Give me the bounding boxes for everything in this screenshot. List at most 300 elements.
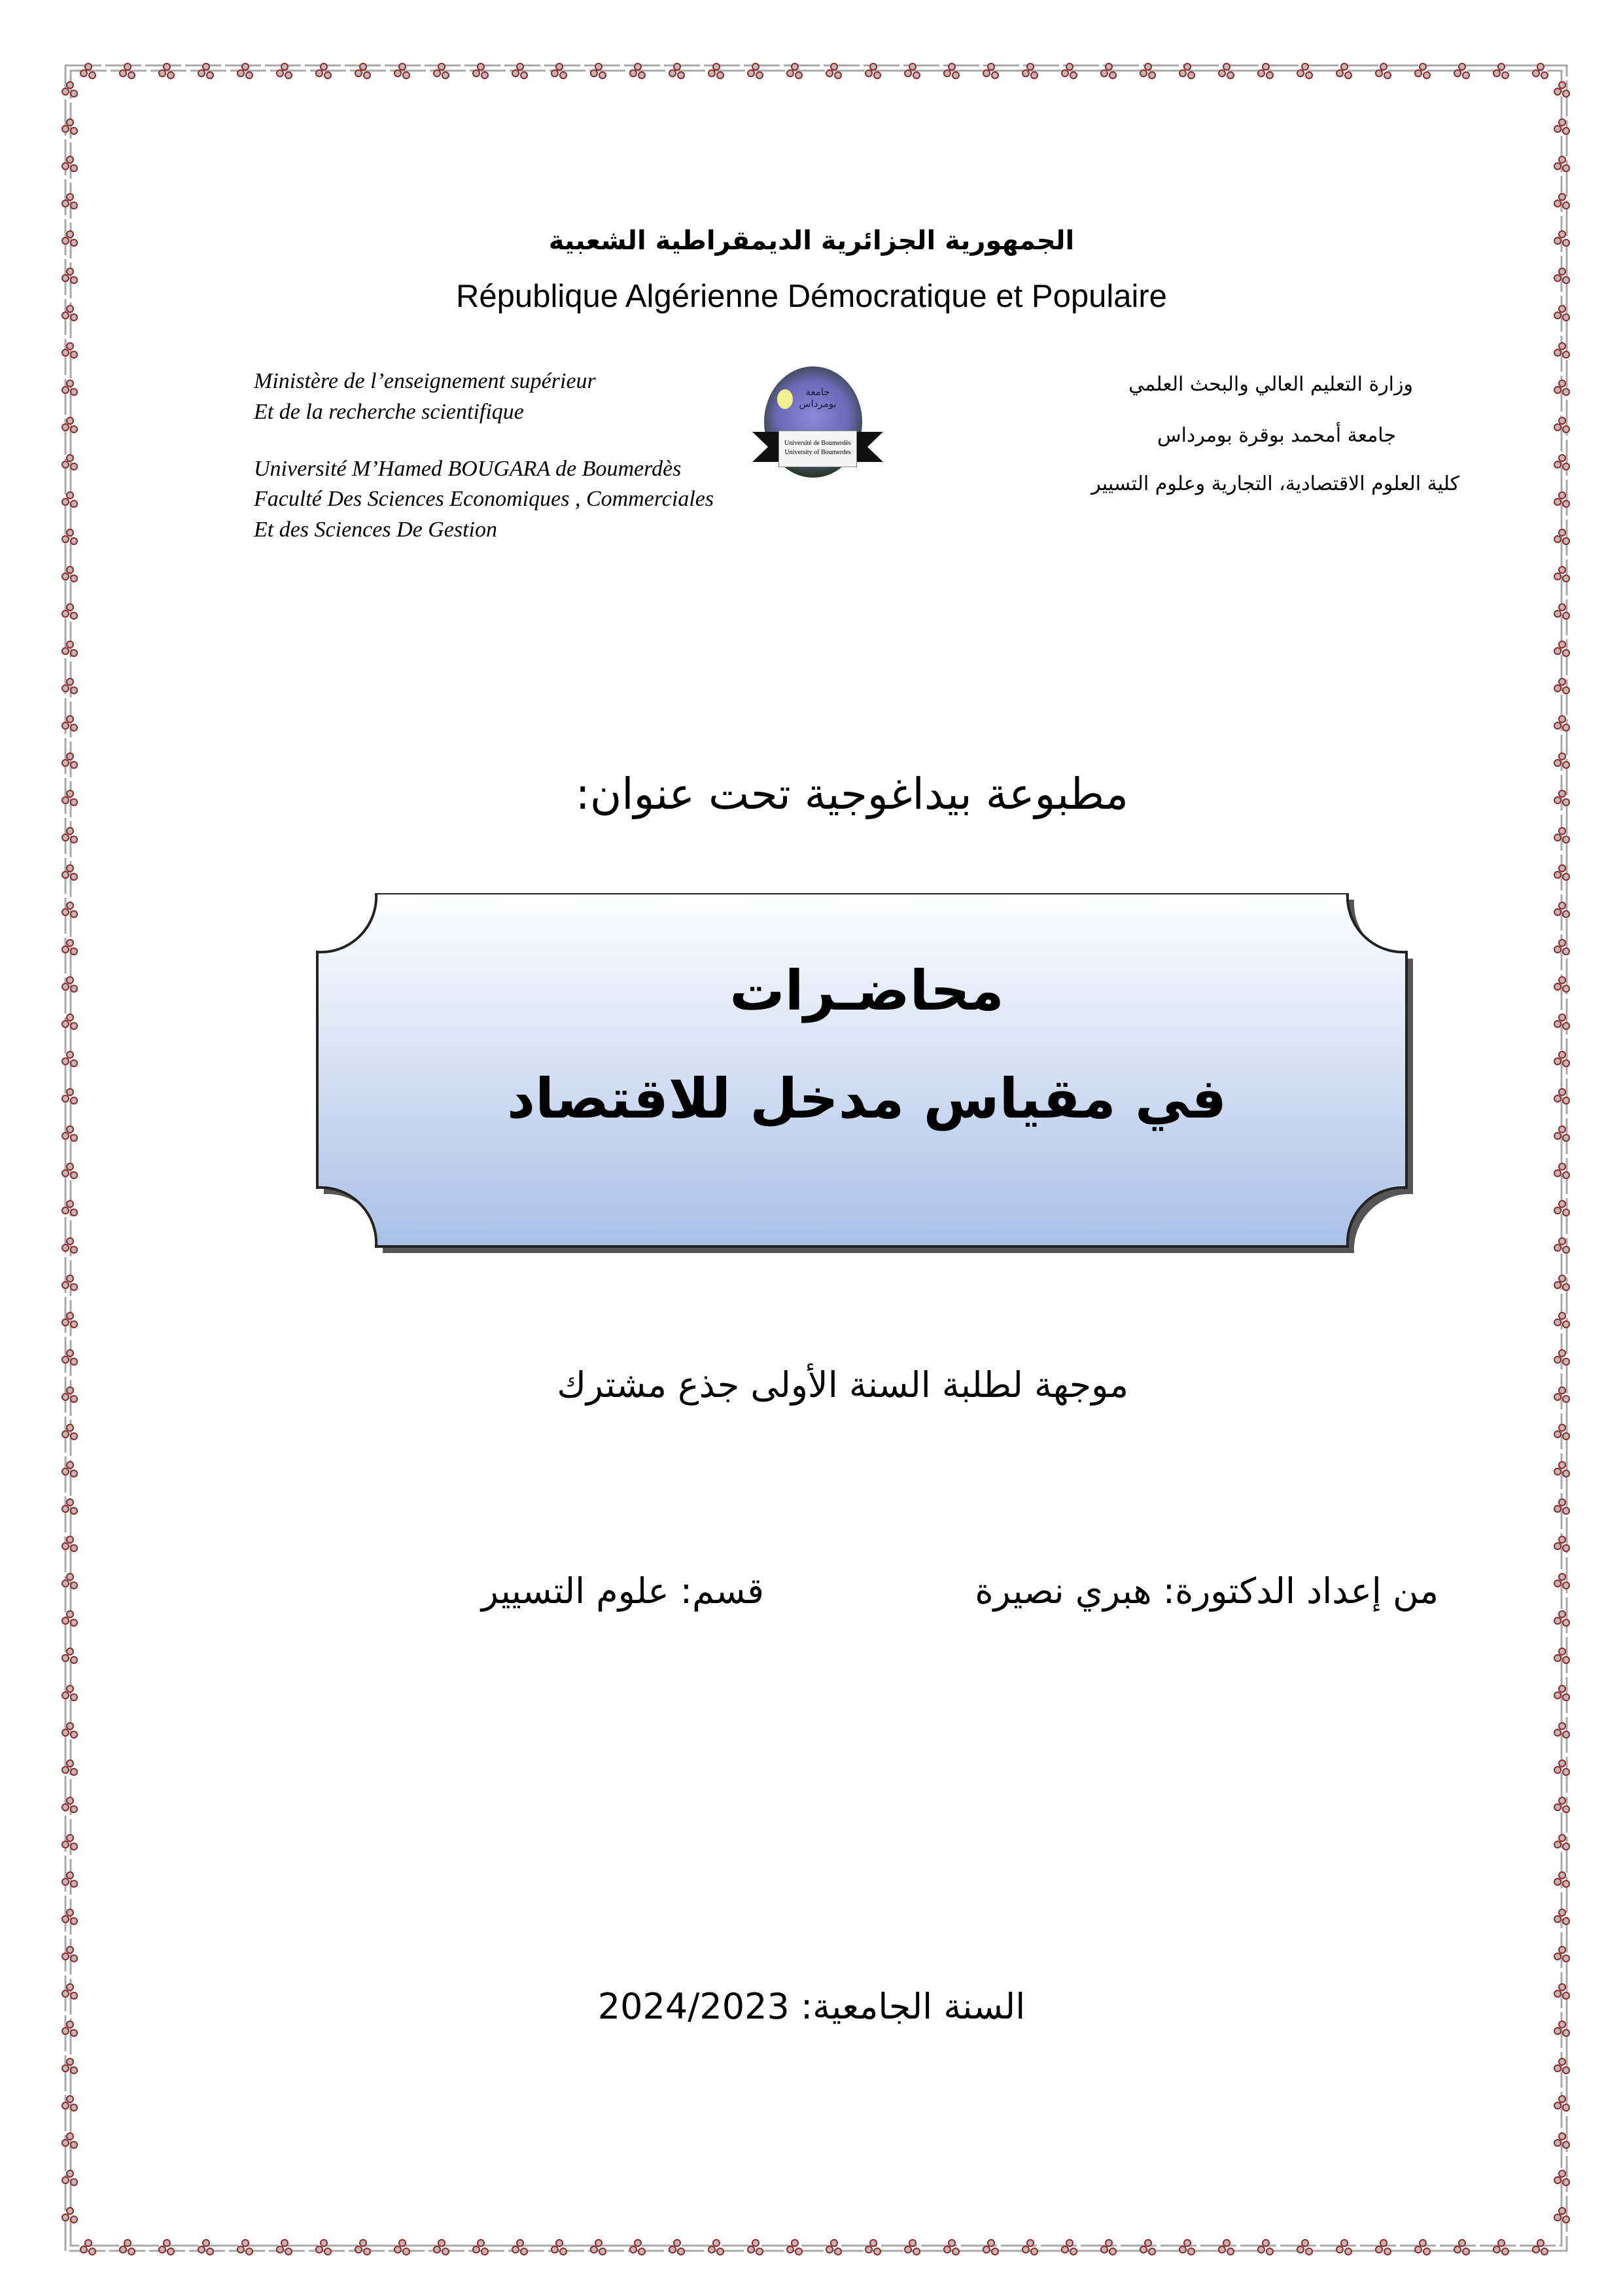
border-dot — [67, 753, 73, 760]
border-dot — [324, 72, 331, 79]
border-dot — [71, 1545, 77, 1551]
border-dot — [1184, 63, 1191, 70]
border-dot — [1266, 72, 1273, 79]
border-dot — [203, 2240, 209, 2246]
border-dot — [1563, 1135, 1569, 1141]
border-dot — [674, 2240, 680, 2246]
border-dot — [1563, 1097, 1569, 1104]
border-dot — [1336, 2246, 1343, 2253]
border-dot — [62, 88, 69, 95]
border-dot — [595, 2240, 602, 2246]
border-dot — [1563, 1731, 1569, 1738]
border-dot — [62, 2065, 69, 2072]
border-dot — [865, 70, 872, 77]
border-dot — [1341, 63, 1348, 70]
border-dot — [1463, 2248, 1469, 2255]
border-dot — [1559, 1536, 1565, 1543]
border-dot — [1559, 268, 1565, 275]
border-dot — [71, 2142, 77, 2148]
border-dot — [1559, 1201, 1565, 1207]
border-dot — [1498, 63, 1505, 70]
border-dot — [355, 70, 362, 77]
border-dot — [67, 1723, 73, 1729]
border-dot — [203, 63, 209, 70]
border-dot — [1559, 2170, 1565, 2177]
border-dot — [1563, 2030, 1569, 2036]
ministry-fr-line2: Et de la recherche scientifique — [254, 400, 524, 424]
border-dot — [1554, 946, 1561, 953]
border-dot — [67, 1238, 73, 1245]
border-dot — [1459, 2240, 1465, 2246]
border-dot — [1554, 1245, 1561, 1251]
border-dot — [1559, 1835, 1565, 1841]
border-dot — [1559, 156, 1565, 163]
border-dot — [1554, 834, 1561, 841]
border-dot — [67, 1163, 73, 1170]
border-dot — [1302, 63, 1308, 70]
border-dot — [1563, 2142, 1569, 2148]
border-dot — [71, 724, 77, 731]
border-dot — [62, 1543, 69, 1549]
border-dot — [1559, 1350, 1565, 1356]
border-dot — [67, 1760, 73, 1767]
border-dot — [630, 70, 637, 77]
border-dot — [1563, 165, 1569, 171]
border-dot — [1554, 1543, 1561, 1549]
border-dot — [1563, 575, 1569, 582]
border-dot — [62, 573, 69, 580]
border-dot — [874, 2248, 881, 2255]
border-dot — [1109, 2248, 1116, 2255]
border-dot — [481, 2248, 488, 2255]
border-dot — [1563, 1769, 1569, 1775]
border-dot — [120, 2246, 126, 2253]
border-dot — [324, 2248, 331, 2255]
border-dot — [164, 2240, 170, 2246]
border-dot — [1563, 2216, 1569, 2223]
border-dot — [556, 2240, 563, 2246]
border-dot — [85, 63, 92, 70]
border-dot — [1563, 1060, 1569, 1067]
border-dot — [242, 2240, 249, 2246]
border-dot — [71, 762, 77, 768]
border-dot — [835, 2248, 841, 2255]
border-dot — [1563, 1843, 1569, 1850]
border-dot — [1559, 1648, 1565, 1655]
border-dot — [62, 536, 69, 542]
border-dot — [1563, 985, 1569, 992]
border-dot — [62, 1729, 69, 1736]
border-dot — [913, 72, 920, 79]
border-dot — [1559, 1424, 1565, 1431]
border-dot — [67, 1947, 73, 1953]
border-dot — [71, 1582, 77, 1589]
border-dot — [71, 501, 77, 507]
border-dot — [71, 612, 77, 619]
border-dot — [71, 1769, 77, 1775]
border-dot — [62, 1879, 69, 1885]
border-dot — [1062, 2246, 1068, 2253]
border-dot — [1563, 426, 1569, 433]
border-dot — [403, 2248, 410, 2255]
border-dot — [71, 1097, 77, 1104]
republic-french: République Algérienne Démocratique et Populaire — [456, 279, 1167, 314]
border-dot — [1559, 1723, 1565, 1729]
border-dot — [1554, 1319, 1561, 1326]
border-dot — [71, 1508, 77, 1514]
border-dot — [62, 760, 69, 766]
border-dot — [1345, 2248, 1352, 2255]
border-dot — [708, 70, 715, 77]
border-dot — [1563, 1694, 1569, 1701]
border-dot — [67, 865, 73, 872]
border-dot — [67, 380, 73, 387]
border-dot — [1066, 2240, 1073, 2246]
border-dot — [355, 2246, 362, 2253]
border-dot — [1563, 724, 1569, 731]
border-dot — [71, 463, 77, 470]
border-dot — [71, 2216, 77, 2223]
border-dot — [1563, 1545, 1569, 1551]
border-dot — [1563, 1806, 1569, 1812]
border-dot — [62, 909, 69, 915]
border-dot — [1554, 1207, 1561, 1214]
border-dot — [71, 2104, 77, 2111]
border-dot — [1559, 940, 1565, 946]
border-dot — [1554, 499, 1561, 505]
border-dot — [198, 70, 205, 77]
border-dot — [905, 70, 911, 77]
border-dot — [71, 1731, 77, 1738]
border-dot — [67, 902, 73, 909]
border-dot — [1554, 2102, 1561, 2109]
author: من إعداد الدكتورة: هبري نصيرة — [975, 1570, 1439, 1612]
border-dot — [1563, 1209, 1569, 1216]
border-dot — [1554, 1021, 1561, 1027]
border-dot — [1563, 90, 1569, 97]
border-dot — [865, 2246, 872, 2253]
border-dot — [512, 70, 519, 77]
faculty-ar: كلية العلوم الاقتصادية، التجارية وعلوم التسيير — [1091, 472, 1459, 495]
border-dot — [71, 836, 77, 843]
border-dot — [62, 1282, 69, 1288]
border-dot — [756, 72, 763, 79]
border-dot — [434, 70, 440, 77]
border-dot — [71, 2030, 77, 2036]
border-dot — [1533, 2246, 1539, 2253]
logo-text-ar: جامعة بومرداس — [799, 386, 837, 410]
border-dot — [909, 2240, 916, 2246]
border-dot — [638, 72, 645, 79]
border-dot — [71, 1806, 77, 1812]
border-dot — [1563, 1246, 1569, 1253]
border-dot — [1559, 2058, 1565, 2065]
border-dot — [1559, 1014, 1565, 1021]
border-dot — [988, 2240, 994, 2246]
border-dot — [1554, 722, 1561, 729]
border-dot — [1223, 63, 1230, 70]
border-dot — [237, 70, 244, 77]
border-dot — [1423, 72, 1430, 79]
border-dot — [67, 82, 73, 88]
border-dot — [560, 2248, 567, 2255]
border-dot — [1263, 63, 1269, 70]
border-dot — [67, 790, 73, 797]
border-dot — [167, 72, 174, 79]
border-dot — [71, 426, 77, 433]
border-dot — [71, 314, 77, 321]
border-dot — [67, 641, 73, 648]
border-dot — [1537, 63, 1544, 70]
border-dot — [67, 1424, 73, 1431]
logo-caption-2: University of Boumerdes — [784, 449, 851, 456]
border-dot — [1554, 1692, 1561, 1699]
border-dot — [1554, 648, 1561, 654]
ministry-fr-line1: Ministère de l’enseignement supérieur — [254, 369, 596, 393]
border-dot — [1554, 200, 1561, 207]
border-dot — [1423, 2248, 1430, 2255]
border-dot — [1554, 1506, 1561, 1512]
university-logo — [752, 366, 883, 481]
border-dot — [62, 1207, 69, 1214]
border-dot — [1554, 685, 1561, 692]
border-dot — [1563, 1508, 1569, 1514]
border-dot — [67, 194, 73, 200]
border-dot — [71, 1843, 77, 1850]
border-dot — [1559, 1275, 1565, 1282]
border-dot — [988, 63, 994, 70]
border-dot — [62, 1617, 69, 1624]
border-dot — [67, 1089, 73, 1095]
border-dot — [71, 575, 77, 582]
border-dot — [1537, 2240, 1544, 2246]
border-dot — [1563, 1321, 1569, 1328]
border-dot — [674, 63, 680, 70]
border-dot — [67, 1462, 73, 1468]
border-dot — [1415, 2246, 1422, 2253]
border-dot — [1384, 2248, 1391, 2255]
border-dot — [1559, 641, 1565, 648]
border-dot — [944, 70, 951, 77]
border-dot — [364, 2248, 370, 2255]
border-dot — [1559, 865, 1565, 872]
border-dot — [1554, 2028, 1561, 2034]
border-dot — [1533, 70, 1539, 77]
faculty-fr-line2: Et des Sciences De Gestion — [254, 518, 497, 542]
border-dot — [1027, 63, 1034, 70]
border-dot — [1559, 604, 1565, 610]
border-dot — [1559, 2208, 1565, 2214]
border-dot — [952, 2248, 959, 2255]
border-dot — [62, 2214, 69, 2221]
border-dot — [281, 63, 288, 70]
border-dot — [1454, 2246, 1461, 2253]
border-dot — [1563, 202, 1569, 209]
border-dot — [635, 2240, 641, 2246]
border-dot — [795, 2248, 802, 2255]
border-dot — [1554, 2065, 1561, 2072]
border-dot — [1563, 874, 1569, 880]
border-dot — [67, 567, 73, 573]
border-dot — [1563, 1023, 1569, 1029]
border-dot — [89, 2248, 96, 2255]
border-dot — [71, 874, 77, 880]
border-dot — [67, 119, 73, 126]
border-dot — [71, 1358, 77, 1365]
border-dot — [1559, 1947, 1565, 1953]
border-dot — [1554, 1841, 1561, 1848]
border-dot — [62, 387, 69, 393]
border-dot — [1554, 1282, 1561, 1288]
border-dot — [1345, 72, 1352, 79]
border-dot — [1106, 63, 1112, 70]
border-dot — [1563, 2104, 1569, 2111]
border-dot — [756, 2248, 763, 2255]
border-dot — [1563, 1918, 1569, 1924]
border-dot — [1559, 977, 1565, 983]
border-dot — [521, 2248, 527, 2255]
border-dot — [1027, 2240, 1034, 2246]
academic-year: السنة الجامعية: 2024/2023 — [597, 1986, 1026, 2027]
border-dot — [62, 834, 69, 841]
border-dot — [1563, 1396, 1569, 1402]
logo-caption-1: Université de Boumerdès — [784, 440, 851, 447]
border-dot — [1554, 1767, 1561, 1773]
border-dot — [1179, 2246, 1186, 2253]
border-dot — [62, 1767, 69, 1773]
border-dot — [62, 1319, 69, 1326]
border-dot — [277, 70, 283, 77]
border-dot — [1554, 126, 1561, 132]
border-dot — [1559, 902, 1565, 909]
border-dot — [281, 2240, 288, 2246]
border-dot — [71, 351, 77, 358]
border-dot — [1145, 2240, 1151, 2246]
border-dot — [713, 2240, 720, 2246]
border-dot — [638, 2248, 645, 2255]
border-dot — [62, 1655, 69, 1661]
border-dot — [62, 1506, 69, 1512]
border-dot — [71, 1060, 77, 1067]
border-dot — [1188, 2248, 1195, 2255]
border-dot — [1559, 1313, 1565, 1319]
university-ar: جامعة أمحمد بوقرة بومرداس — [1157, 424, 1396, 447]
border-dot — [1149, 72, 1155, 79]
border-dot — [1554, 2177, 1561, 2183]
border-dot — [316, 2246, 323, 2253]
border-dot — [71, 985, 77, 992]
border-dot — [1559, 1126, 1565, 1133]
border-dot — [1563, 948, 1569, 955]
border-dot — [71, 1918, 77, 1924]
border-dot — [198, 2246, 205, 2253]
border-dot — [71, 1955, 77, 1962]
border-dot — [62, 1953, 69, 1960]
border-dot — [71, 1284, 77, 1290]
border-dot — [62, 2028, 69, 2034]
audience: موجهة لطلبة السنة الأولى جذع مشترك — [557, 1364, 1128, 1405]
border-dot — [1554, 424, 1561, 431]
border-dot — [67, 1648, 73, 1655]
border-dot — [1140, 70, 1147, 77]
border-dot — [207, 72, 213, 79]
border-dot — [399, 2240, 406, 2246]
border-dot — [1563, 463, 1569, 470]
border-dot — [481, 72, 488, 79]
border-dot — [1554, 1953, 1561, 1960]
border-dot — [678, 2248, 684, 2255]
border-dot — [787, 70, 794, 77]
border-dot — [1336, 70, 1343, 77]
border-dot — [1554, 88, 1561, 95]
border-dot — [71, 1023, 77, 1029]
border-dot — [992, 72, 998, 79]
border-dot — [713, 63, 720, 70]
border-dot — [1563, 1619, 1569, 1626]
border-dot — [442, 2248, 449, 2255]
border-dot — [599, 72, 606, 79]
border-dot — [1559, 1611, 1565, 1617]
border-dot — [669, 70, 676, 77]
border-dot — [1559, 1686, 1565, 1692]
border-dot — [909, 63, 916, 70]
border-dot — [1258, 70, 1265, 77]
border-dot — [1297, 70, 1304, 77]
border-dot — [1559, 417, 1565, 424]
border-dot — [1031, 2248, 1038, 2255]
border-dot — [159, 2246, 166, 2253]
border-dot — [1563, 351, 1569, 358]
border-dot — [67, 2096, 73, 2102]
border-dot — [85, 2240, 92, 2246]
border-dot — [1306, 72, 1312, 79]
border-dot — [62, 499, 69, 505]
border-dot — [62, 2177, 69, 2183]
border-dot — [67, 1350, 73, 1356]
border-dot — [1554, 1133, 1561, 1139]
border-dot — [62, 722, 69, 729]
border-dot — [67, 1536, 73, 1543]
border-dot — [71, 948, 77, 955]
border-dot — [403, 72, 410, 79]
border-dot — [1559, 455, 1565, 461]
border-dot — [1258, 2246, 1265, 2253]
border-dot — [242, 63, 249, 70]
border-dot — [1554, 536, 1561, 542]
border-dot — [1563, 911, 1569, 917]
border-dot — [394, 70, 401, 77]
border-dot — [1554, 1394, 1561, 1400]
border-dot — [67, 1686, 73, 1692]
border-dot — [62, 126, 69, 132]
border-dot — [1227, 2248, 1234, 2255]
border-dot — [478, 63, 484, 70]
border-dot — [67, 1387, 73, 1394]
border-dot — [1219, 2246, 1225, 2253]
border-dot — [1106, 2240, 1112, 2246]
border-dot — [1559, 1238, 1565, 1245]
border-dot — [792, 63, 798, 70]
border-dot — [71, 1881, 77, 1887]
border-dot — [67, 1909, 73, 1916]
border-dot — [67, 1051, 73, 1058]
border-dot — [71, 1433, 77, 1439]
border-dot — [67, 1275, 73, 1282]
border-dot — [1554, 1170, 1561, 1176]
border-dot — [67, 343, 73, 349]
border-dot — [952, 72, 959, 79]
border-dot — [1266, 2248, 1273, 2255]
